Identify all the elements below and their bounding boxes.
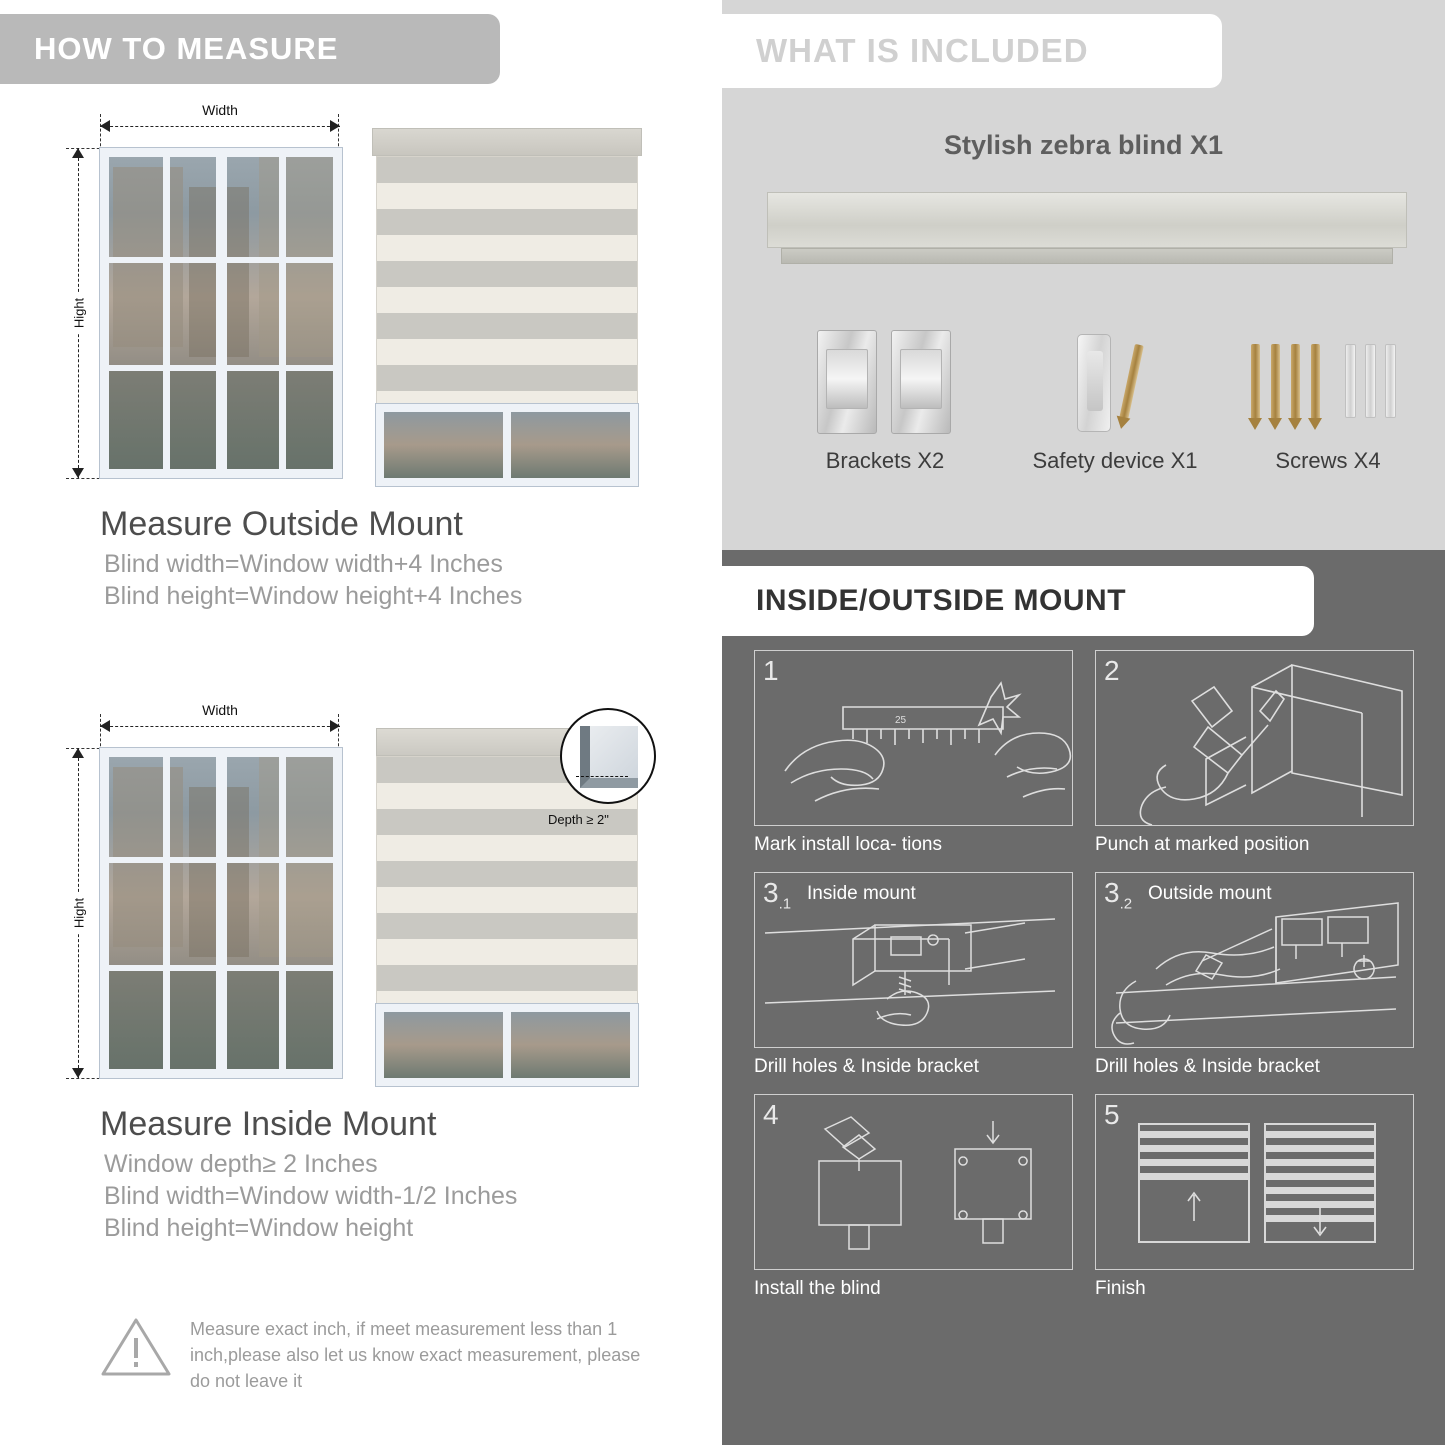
screw-icon xyxy=(1119,344,1144,420)
width-dimension-inside xyxy=(100,702,340,734)
outside-mount-diagram xyxy=(0,100,712,495)
step-5 xyxy=(1095,1094,1414,1300)
blind-window-view xyxy=(376,404,638,486)
bracket-icon xyxy=(817,330,877,434)
height-arrow-bottom xyxy=(72,468,84,478)
product-headrail-illustration xyxy=(767,192,1407,266)
depth-corner-shape xyxy=(580,726,638,788)
included-item-label: Safety device X1 xyxy=(1032,448,1198,473)
width-arrow-right xyxy=(330,120,340,132)
step-illustration xyxy=(754,1094,1073,1270)
screw-icon xyxy=(1291,344,1300,420)
step-3-1 xyxy=(754,872,1073,1078)
warning-icon xyxy=(100,1316,172,1378)
outside-mount-title: Measure Outside Mount xyxy=(100,505,463,543)
step-illustration xyxy=(754,650,1073,826)
depth-callout-circle xyxy=(560,708,656,804)
inside-mount-block xyxy=(0,700,712,1246)
step-illustration xyxy=(1095,1094,1414,1270)
blind-valance xyxy=(372,128,642,156)
bracket-icon xyxy=(891,330,951,434)
included-item-brackets xyxy=(785,330,985,480)
inside-mount-line-2: Blind width=Window width-1/2 Inches xyxy=(104,1182,518,1210)
step-caption: Drill holes & Inside bracket xyxy=(754,1056,979,1077)
inside-mount-diagram xyxy=(0,700,712,1095)
steps-row xyxy=(754,872,1414,1078)
step-number: 2 xyxy=(1104,655,1120,686)
step-number: $3_{.1}$ xyxy=(763,877,792,913)
drill-icon xyxy=(1096,651,1414,826)
window-mullions-inside xyxy=(109,757,333,1069)
included-items xyxy=(767,330,1407,510)
step-number: $3_{.2}$ xyxy=(1104,877,1133,913)
what-is-included-title: WHAT IS INCLUDED xyxy=(756,32,1089,69)
width-dimension-line xyxy=(100,126,340,127)
wall-anchor-icon xyxy=(1345,344,1356,418)
inside-outside-mount-panel xyxy=(722,550,1445,1445)
step-illustration xyxy=(1095,650,1414,826)
height-arrow-top xyxy=(72,148,84,158)
blind-window-view-inside xyxy=(376,1004,638,1086)
step-caption: Punch at marked position xyxy=(1095,834,1310,855)
included-item-safety-device xyxy=(1005,330,1225,480)
step-caption: Drill holes & Inside bracket xyxy=(1095,1056,1320,1077)
step-1 xyxy=(754,650,1073,856)
headrail-top xyxy=(767,192,1407,248)
included-item-label: Screws X4 xyxy=(1275,448,1381,473)
wall-anchor-icon xyxy=(1385,344,1396,418)
inside-mount-line-3: Blind height=Window height xyxy=(104,1214,414,1242)
screw-icon xyxy=(1271,344,1280,420)
included-item-screws xyxy=(1233,330,1423,480)
blind-illustration-outside xyxy=(372,128,642,486)
height-dimension-outside xyxy=(70,148,86,478)
width-arrow-left xyxy=(100,120,110,132)
height-dimension-label-inside: Hight xyxy=(72,892,87,934)
step-3-2 xyxy=(1095,872,1414,1078)
screw-icon xyxy=(1251,344,1260,420)
width-dimension-label: Width xyxy=(196,102,244,118)
window-illustration xyxy=(100,148,342,478)
depth-label: Depth ≥ 2" xyxy=(548,812,609,827)
measure-tape-hand-icon xyxy=(755,651,1073,826)
wall-anchor-icon xyxy=(1365,344,1376,418)
step-caption: Mark install loca- tions xyxy=(754,834,942,855)
how-to-measure-title: HOW TO MEASURE xyxy=(34,31,339,66)
step-2 xyxy=(1095,650,1414,856)
step-subtitle: Inside mount xyxy=(807,883,916,904)
svg-text:25: 25 xyxy=(895,715,907,726)
how-to-measure-panel xyxy=(0,0,712,1445)
width-dimension-label-inside: Width xyxy=(196,702,244,718)
height-tick-bottom-inside xyxy=(66,1078,110,1079)
step-number: 5 xyxy=(1104,1099,1120,1130)
inside-outside-mount-header xyxy=(722,566,1314,636)
inside-mount-line-1: Window depth≥ 2 Inches xyxy=(104,1150,378,1178)
installation-steps xyxy=(754,650,1414,1316)
window-mullions xyxy=(109,157,333,469)
step-4 xyxy=(754,1094,1073,1300)
height-dimension-label: Hight xyxy=(72,292,87,334)
headrail-bottom xyxy=(781,248,1393,264)
step-subtitle: Outside mount xyxy=(1148,883,1272,904)
measure-note-text: Measure exact inch, if meet measurement less than 1 inch,please also let us know exact measurement, please do not leave it xyxy=(190,1319,641,1392)
direction-arrows-icon xyxy=(1096,1095,1414,1270)
included-item-label: Brackets X2 xyxy=(825,448,945,473)
outside-mount-line-2: Blind height=Window height+4 Inches xyxy=(104,582,523,610)
height-dimension-inside xyxy=(70,748,86,1078)
steps-row xyxy=(754,650,1414,856)
step-caption: Finish xyxy=(1095,1278,1146,1299)
what-is-included-panel xyxy=(722,0,1445,550)
inside-mount-title: Measure Inside Mount xyxy=(100,1105,437,1143)
step-number: 4 xyxy=(763,1099,779,1130)
window-illustration-inside xyxy=(100,748,342,1078)
step-caption: Install the blind xyxy=(754,1278,881,1299)
blind-fabric xyxy=(376,156,638,404)
step-number: 1 xyxy=(763,655,779,686)
height-tick-bottom xyxy=(66,478,110,479)
install-blind-icon xyxy=(755,1095,1073,1270)
steps-row xyxy=(754,1094,1414,1300)
inside-outside-mount-title: INSIDE/OUTSIDE MOUNT xyxy=(756,584,1127,617)
depth-arrow xyxy=(576,776,628,777)
measure-note xyxy=(100,1316,660,1394)
outside-mount-line-1: Blind width=Window width+4 Inches xyxy=(104,550,503,578)
screw-icon xyxy=(1311,344,1320,420)
step-illustration xyxy=(754,872,1073,1048)
step-illustration xyxy=(1095,872,1414,1048)
safety-device-icon xyxy=(1077,334,1111,432)
outside-mount-block xyxy=(0,100,712,614)
how-to-measure-header xyxy=(0,14,500,84)
what-is-included-header xyxy=(722,14,1222,88)
width-dimension-outside xyxy=(100,102,340,134)
product-title: Stylish zebra blind X1 xyxy=(943,130,1224,160)
